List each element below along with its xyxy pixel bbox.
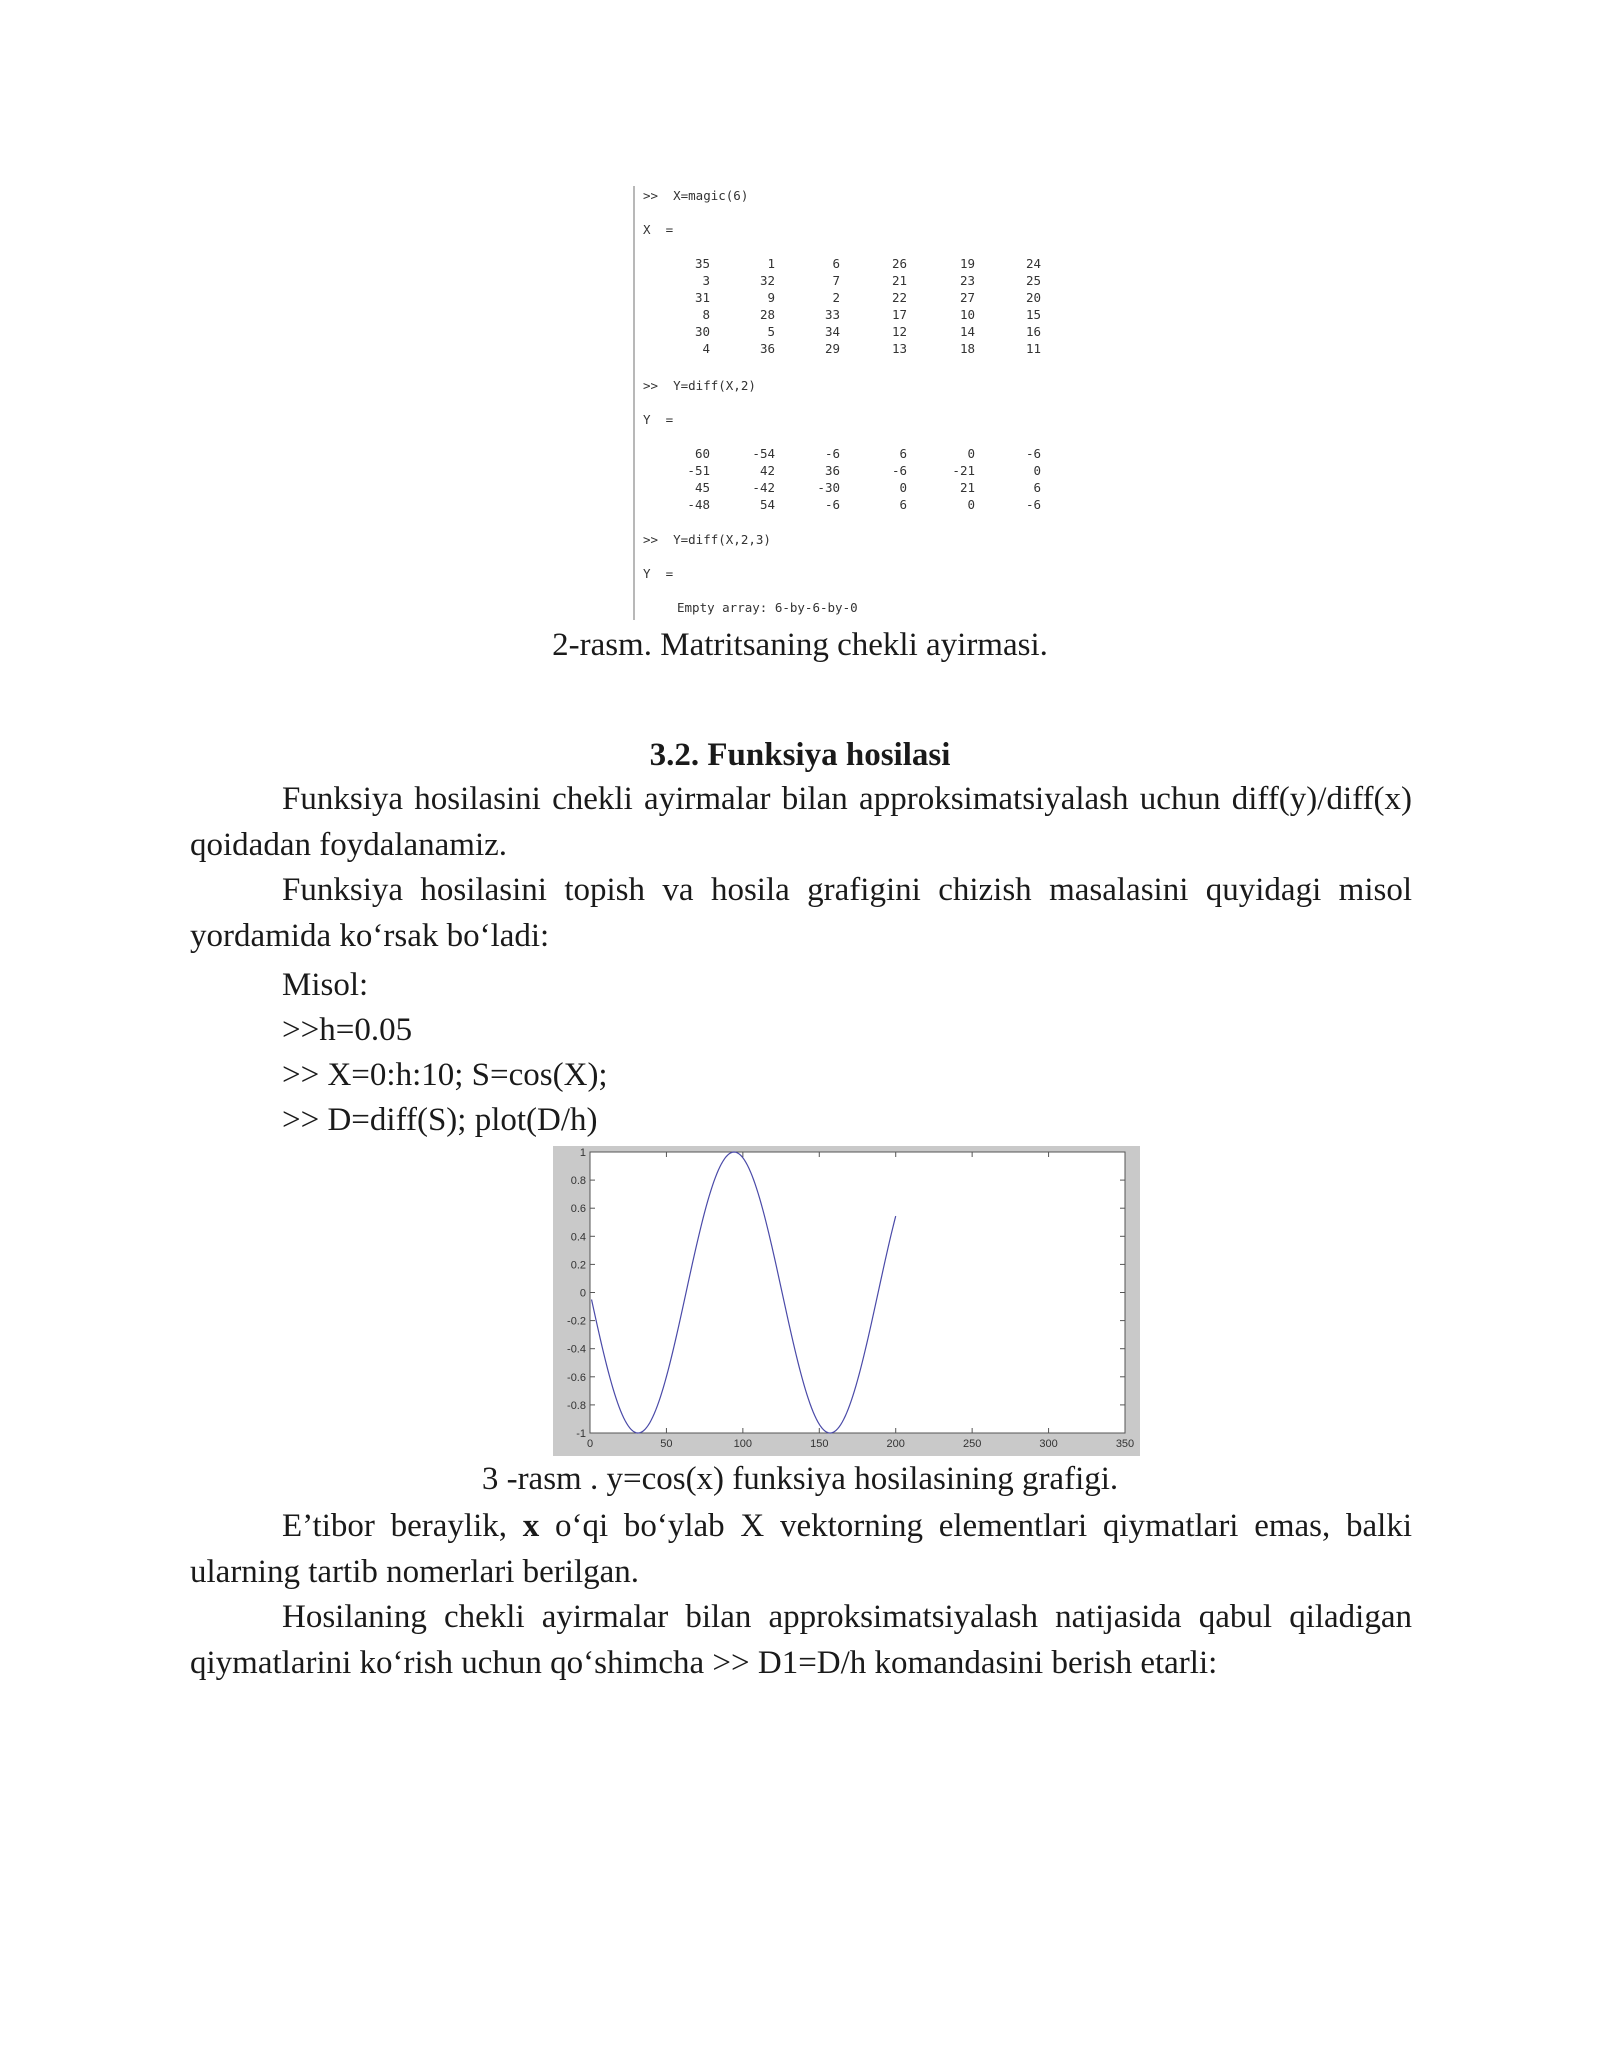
- x-tick-label: 250: [962, 1438, 982, 1450]
- matrix-cell: 19: [959, 256, 975, 271]
- matrix-row: [635, 307, 1075, 323]
- matrix-cell: 0: [1033, 463, 1041, 478]
- figure2-caption: 2-rasm. Matritsaning chekli ayirmasi.: [552, 627, 1048, 663]
- matrix-cell: 5: [767, 324, 775, 339]
- derivative-plot: [553, 1146, 1140, 1456]
- matrix-cell: -6: [824, 446, 840, 461]
- x-tick-label: 0: [586, 1438, 594, 1450]
- matrix-cell: 0: [967, 446, 975, 461]
- paragraph-text: E’tibor beraylik,: [282, 1508, 523, 1544]
- console-var-label: Y =: [643, 566, 674, 581]
- paragraph: [190, 1504, 1412, 1595]
- matrix-cell: 42: [759, 463, 775, 478]
- matrix-cell: 17: [891, 307, 907, 322]
- command-line: >>h=0.05: [282, 1012, 413, 1048]
- matrix-cell: -6: [1025, 497, 1041, 512]
- y-tick-label: 0.8: [570, 1175, 586, 1188]
- console-command: >> X=magic(6): [643, 188, 749, 203]
- matrix-cell: -21: [952, 463, 975, 478]
- matrix-cell: 33: [824, 307, 840, 322]
- matrix-cell: -54: [752, 446, 775, 461]
- matrix-cell: 16: [1025, 324, 1041, 339]
- matrix-row: [635, 480, 1075, 496]
- matrix-cell: 6: [899, 446, 907, 461]
- y-tick-label: -1: [576, 1428, 586, 1440]
- matrix-cell: 6: [832, 256, 840, 271]
- matrix-cell: -6: [1025, 446, 1041, 461]
- matrix-cell: 0: [899, 480, 907, 495]
- matrix-cell: 26: [891, 256, 907, 271]
- matrix-cell: 29: [824, 341, 840, 356]
- matrix-cell: 35: [694, 256, 710, 271]
- matrix-row: [635, 324, 1075, 340]
- matrix-cell: 10: [959, 307, 975, 322]
- matrix-cell: 6: [899, 497, 907, 512]
- matrix-row: [635, 446, 1075, 462]
- y-tick-label: -0.8: [567, 1399, 586, 1412]
- plot-svg: [553, 1146, 1140, 1456]
- matrix-cell: -6: [891, 463, 907, 478]
- matrix-row: [635, 256, 1075, 272]
- x-tick-label: 200: [886, 1438, 905, 1450]
- y-tick-label: 0.2: [570, 1259, 586, 1272]
- matrix-cell: 15: [1025, 307, 1041, 322]
- command-line: >> D=diff(S); plot(D/h): [282, 1102, 598, 1138]
- y-tick-label: 1: [579, 1147, 586, 1159]
- matrix-cell: 32: [759, 273, 775, 288]
- matrix-cell: -51: [687, 463, 710, 478]
- console-var-label: Y =: [643, 412, 674, 427]
- matrix-cell: 30: [694, 324, 710, 339]
- paragraph: Funksiya hosilasini chekli ayirmalar bilan approksimatsiyalash uchun diff(y)/diff(x) qoidadan foydalanamiz.: [190, 781, 1412, 863]
- matrix-cell: 23: [959, 273, 975, 288]
- matrix-cell: 1: [767, 256, 775, 271]
- matrix-cell: 3: [702, 273, 710, 288]
- matrix-cell: 25: [1025, 273, 1041, 288]
- console-var-label: X =: [643, 222, 674, 237]
- matrix-cell: 28: [759, 307, 775, 322]
- matrix-cell: -42: [752, 480, 775, 495]
- matrix-cell: 14: [959, 324, 975, 339]
- matrix-cell: 27: [959, 290, 975, 305]
- matrix-cell: 60: [694, 446, 710, 461]
- matrix-cell: 24: [1025, 256, 1041, 271]
- plot-area: [590, 1152, 1125, 1433]
- matrix-row: [635, 463, 1075, 479]
- paragraph-text: o‘qi bo‘ylab X vektorning elementlari qiymatlari emas, balki ularning tartib nomerlari berilgan.: [190, 1508, 1412, 1590]
- x-tick-label: 100: [733, 1438, 753, 1450]
- section-heading: 3.2. Funksiya hosilasi: [649, 737, 951, 773]
- matrix-cell: 11: [1025, 341, 1041, 356]
- console-command: >> Y=diff(X,2): [643, 378, 756, 393]
- x-tick-label: 50: [660, 1438, 673, 1450]
- x-tick-label: 150: [810, 1438, 829, 1450]
- matrix-cell: 34: [824, 324, 840, 339]
- y-tick-label: -0.4: [567, 1343, 586, 1356]
- matrix-cell: 31: [694, 290, 710, 305]
- x-tick-label: 350: [1115, 1438, 1135, 1450]
- matrix-cell: 20: [1025, 290, 1041, 305]
- matrix-row: [635, 290, 1075, 306]
- y-tick-label: 0: [579, 1287, 586, 1300]
- matrix-row: [635, 497, 1075, 513]
- matrix-cell: 45: [694, 480, 710, 495]
- y-tick-label: -0.2: [567, 1315, 586, 1328]
- matrix-cell: 21: [959, 480, 975, 495]
- figure3-caption: 3 -rasm . y=cos(x) funksiya hosilasining grafigi.: [481, 1461, 1119, 1497]
- console-empty-array: Empty array: 6-by-6-by-0: [677, 600, 858, 615]
- matrix-cell: -48: [687, 497, 710, 512]
- matrix-cell: 0: [967, 497, 975, 512]
- matrix-cell: 18: [959, 341, 975, 356]
- y-tick-label: -0.6: [567, 1371, 586, 1384]
- matrix-cell: 9: [767, 290, 775, 305]
- command-line: >> X=0:h:10; S=cos(X);: [282, 1057, 608, 1093]
- matrix-cell: 12: [891, 324, 907, 339]
- matrix-cell: 21: [891, 273, 907, 288]
- matrix-cell: 54: [759, 497, 775, 512]
- matrix-row: [635, 341, 1075, 357]
- paragraph: Funksiya hosilasini topish va hosila grafigini chizish masalasini quyidagi misol yordamida ko‘rsak bo‘ladi:: [190, 872, 1412, 954]
- matrix-cell: 7: [832, 273, 840, 288]
- matrix-row: [635, 273, 1075, 289]
- console-command: >> Y=diff(X,2,3): [643, 532, 771, 547]
- matrix-cell: 2: [832, 290, 840, 305]
- matrix-cell: -6: [824, 497, 840, 512]
- y-tick-label: 0.4: [570, 1231, 586, 1244]
- matrix-cell: -30: [817, 480, 840, 495]
- matrix-cell: 4: [702, 341, 710, 356]
- matrix-cell: 8: [702, 307, 710, 322]
- bold-x: x: [522, 1508, 540, 1544]
- y-tick-label: 0.6: [570, 1203, 586, 1216]
- x-tick-label: 300: [1039, 1438, 1058, 1450]
- matrix-cell: 36: [824, 463, 840, 478]
- matlab-console-figure: [633, 186, 1075, 620]
- example-label: Misol:: [282, 967, 369, 1003]
- paragraph: Hosilaning chekli ayirmalar bilan approksimatsiyalash natijasida qabul qiladigan qiymatlarini ko‘rish uchun qo‘shimcha >> D1=D/h komandasini berish etarli:: [190, 1599, 1412, 1681]
- matrix-cell: 6: [1033, 480, 1041, 495]
- matrix-cell: 22: [891, 290, 907, 305]
- matrix-cell: 36: [759, 341, 775, 356]
- matrix-cell: 13: [891, 341, 907, 356]
